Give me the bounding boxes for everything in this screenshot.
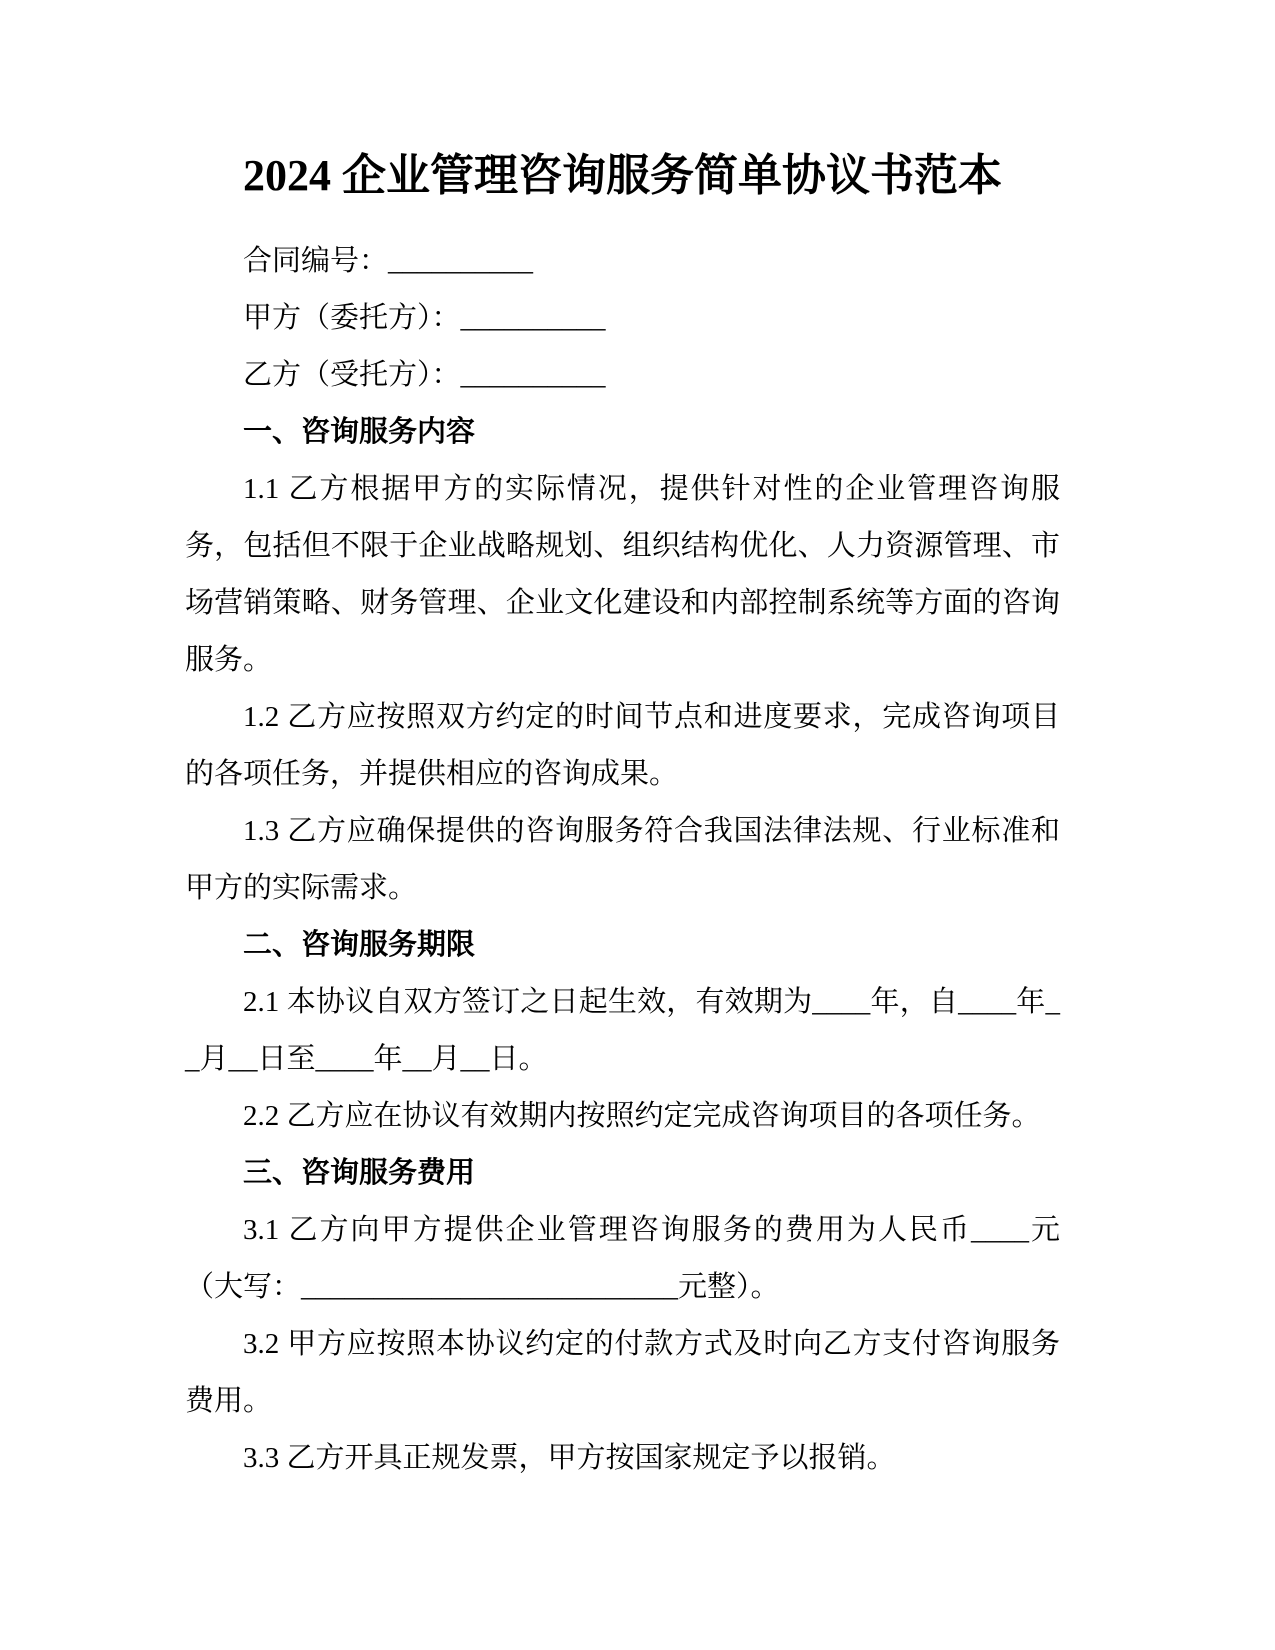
contract-paragraph: 3.2 甲方应按照本协议约定的付款方式及时向乙方支付咨询服务费用。 — [185, 1328, 1060, 1417]
meta-line: 合同编号：__________ — [243, 245, 534, 277]
meta-line: 甲方（委托方）：__________ — [243, 302, 606, 334]
contract-paragraph: 1.1 乙方根据甲方的实际情况，提供针对性的企业管理咨询服务，包括但不限于企业战略规划、组织结构优化、人力资源管理、市场营销策略、财务管理、企业文化建设和内部控制系统等方面的咨询服务。 — [185, 473, 1060, 676]
meta-block — [185, 233, 1060, 404]
meta-line: 乙方（受托方）：__________ — [243, 359, 606, 391]
contract-paragraph: 3.3 乙方开具正规发票，甲方按国家规定予以报销。 — [243, 1442, 896, 1474]
contract-paragraph: 2.1 本协议自双方签订之日起生效，有效期为____年，自____年__月__日至____年__月__日。 — [185, 986, 1060, 1075]
contract-paragraph: 1.2 乙方应按照双方约定的时间节点和进度要求，完成咨询项目的各项任务，并提供相应的咨询成果。 — [185, 701, 1060, 790]
document-title: 2024 企业管理咨询服务简单协议书范本 — [243, 151, 1002, 200]
contract-body — [185, 404, 1060, 1487]
section-heading: 三、咨询服务费用 — [243, 1157, 476, 1189]
section-heading: 二、咨询服务期限 — [243, 929, 476, 961]
document-content — [185, 148, 1060, 1487]
contract-paragraph: 1.3 乙方应确保提供的咨询服务符合我国法律法规、行业标准和甲方的实际需求。 — [185, 815, 1060, 904]
contract-paragraph: 3.1 乙方向甲方提供企业管理咨询服务的费用为人民币____元（大写：__________________________元整）。 — [185, 1214, 1060, 1303]
section-heading: 一、咨询服务内容 — [243, 416, 476, 448]
contract-paragraph: 2.2 乙方应在协议有效期内按照约定完成咨询项目的各项任务。 — [243, 1100, 1041, 1132]
